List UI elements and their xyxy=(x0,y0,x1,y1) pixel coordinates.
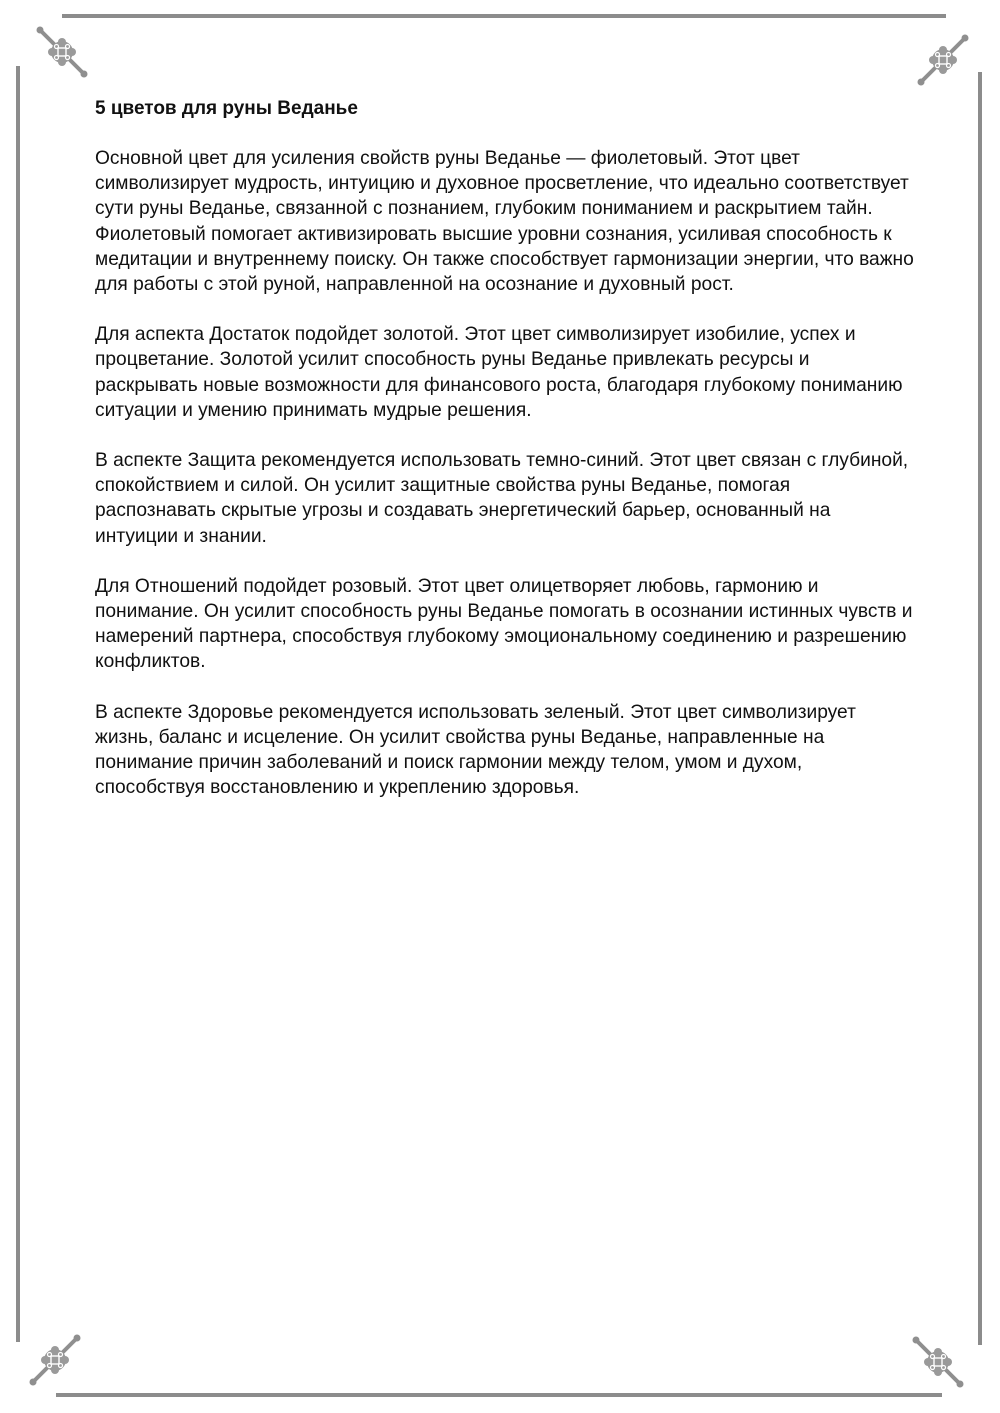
paragraph-dark-blue: В аспекте Защита рекомендуется использовать темно-синий. Этот цвет связан с глубиной, спокойствием и силой. Он усилит защитные свойства руны Веданье, помогая распознавать скрытые угрозы и создавать энергетический барьер, основанный на интуиции и знании. xyxy=(95,450,909,547)
paragraph-violet: Основной цвет для усиления свойств руны Веданье — фиолетовый. Этот цвет символизирует мудрость, интуицию и духовное просветление, что идеально соответствует сути руны Веданье, связанной с познанием, глубоким пониманием и раскрытием тайн. Фиолетовый помогает активизировать высшие уровни сознания, усиливая способность к медитации и внутреннему поиску. Он также способствует гармонизации энергии, что важно для работы с этой руной, направленной на осознание и духовный рост. xyxy=(95,148,914,296)
knot-emblem-icon xyxy=(37,27,88,78)
paragraph-pink: Для Отношений подойдет розовый. Этот цвет олицетворяет любовь, гармонию и понимание. Он усилит способность руны Веданье помогать в осознании истинных чувств и намерений партнера, способствуя глубокому эмоциональному соединению и разрешению конфликтов. xyxy=(95,575,913,673)
knot-emblem-icon xyxy=(913,1337,964,1388)
page-title: 5 цветов для руны Веданье xyxy=(95,98,358,119)
document-body xyxy=(95,96,915,825)
paragraph-gold: Для аспекта Достаток подойдет золотой. Этот цвет символизирует изобилие, успех и процветание. Золотой усилит способность руны Веданье привлекать ресурсы и раскрывать новые возможности для финансового роста, благодаря глубокому пониманию ситуации и умению принимать мудрые решения. xyxy=(95,324,903,421)
knot-emblem-icon xyxy=(30,1335,81,1386)
knot-emblem-icon xyxy=(918,35,969,86)
paragraph-green: В аспекте Здоровье рекомендуется использовать зеленый. Этот цвет символизирует жизнь, баланс и исцеление. Он усилит свойства руны Веданье, направленные на понимание причин заболеваний и поиск гармонии между телом, умом и духом, способствуя восстановлению и укреплению здоровья. xyxy=(95,701,856,799)
